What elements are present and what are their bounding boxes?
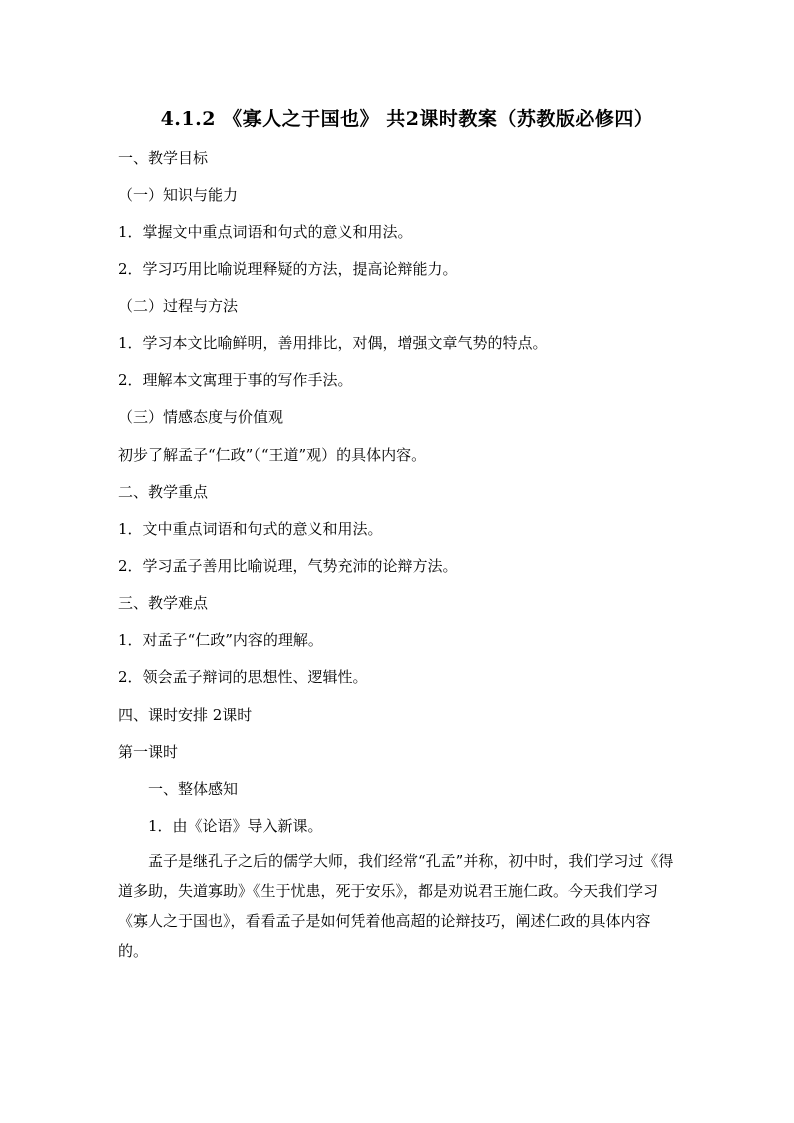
list-item: 1．学习本文比喻鲜明，善用排比，对偶，增强文章气势的特点。 (118, 334, 548, 352)
list-item: 2．领会孟子辩词的思想性、逻辑性。 (118, 668, 368, 686)
step-item: 1．由《论语》导入新课。 (148, 817, 323, 835)
subheading-emotion: （三）情感态度与价值观 (118, 408, 284, 426)
list-item: 1．对孟子“仁政”内容的理解。 (118, 631, 323, 649)
section-heading-difficulties: 三、教学难点 (118, 594, 209, 612)
lesson-heading: 第一课时 (118, 743, 179, 761)
list-item: 2．学习巧用比喻说理释疑的方法，提高论辩能力。 (118, 260, 458, 278)
list-item: 1．文中重点词语和句式的意义和用法。 (118, 520, 383, 538)
intro-paragraph (118, 846, 678, 966)
list-item: 2．理解本文寓理于事的写作手法。 (118, 371, 353, 389)
list-item: 初步了解孟子“仁政”（“王道”观）的具体内容。 (118, 446, 427, 464)
section-heading-schedule: 四、课时安排 2课时 (118, 706, 253, 724)
subheading-knowledge: （一）知识与能力 (118, 186, 239, 204)
subheading-process: （二）过程与方法 (118, 297, 239, 315)
list-item: 1．掌握文中重点词语和句式的意义和用法。 (118, 223, 413, 241)
list-item: 2．学习孟子善用比喻说理，气势充沛的论辩方法。 (118, 557, 458, 575)
document-title: 4.1.2 《寡人之于国也》 共2课时教案（苏教版必修四） (160, 108, 654, 130)
step-heading: 一、整体感知 (148, 780, 239, 798)
section-heading-objectives: 一、教学目标 (118, 149, 209, 167)
section-heading-key-points: 二、教学重点 (118, 483, 209, 501)
paragraph-text: 孟子是继孔子之后的儒学大师，我们经常“孔孟”并称，初中时，我们学习过《得道多助，失道寡助》《生于忧患，死于安乐》，都是劝说君王施仁政。今天我们学习《寡人之于国也》，看看孟子是如何凭着他高超的论辩技巧，阐述仁政的具体内容的。 (118, 852, 674, 960)
